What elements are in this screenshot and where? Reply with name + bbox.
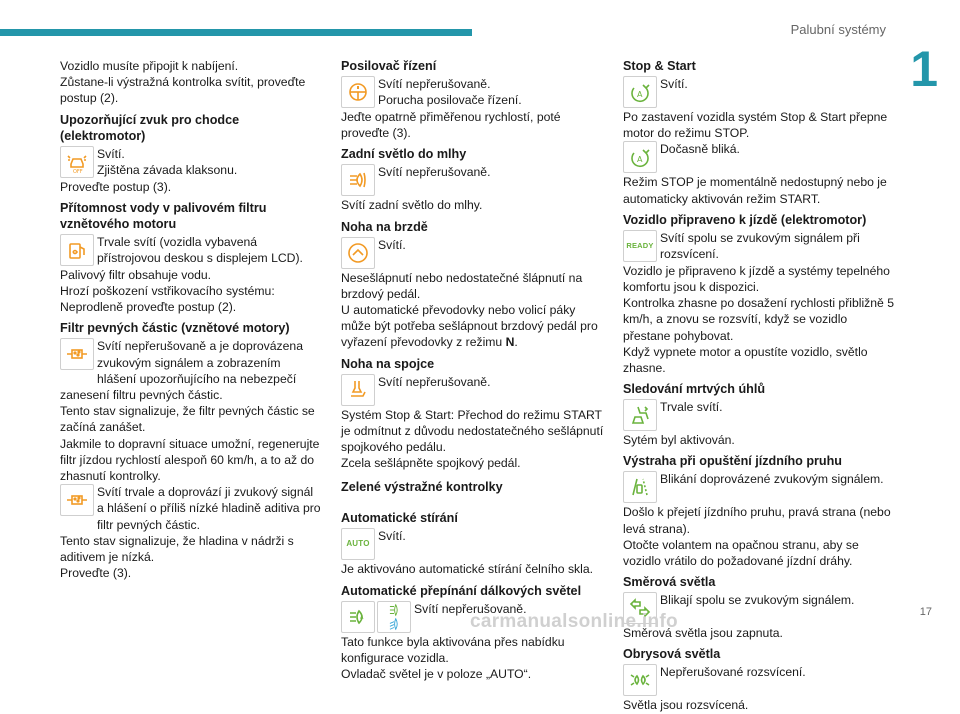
- auto-wiping-icon: [341, 528, 375, 560]
- section-title-power-steering: Posilovač řízení: [341, 59, 437, 73]
- lane-line-3: Otočte volantem na opačnou stranu, aby se vozidlo vrátilo do požadované jízdní dráhy.: [623, 537, 859, 569]
- stop-start-icon: [623, 76, 657, 108]
- water-line-3: Hrozí poškození vstřikovacího systému:: [60, 284, 275, 299]
- ps-line-2: Porucha posilovače řízení.: [378, 93, 522, 108]
- section-title-pedestrian-sound: Upozorňující zvuk pro chodce (elektromotor): [60, 112, 240, 143]
- svg-text:A: A: [360, 614, 364, 621]
- section-title-dpf: Filtr pevných částic (vznětové motory): [60, 321, 290, 336]
- intro-text-1: Vozidlo musíte připojit k nabíjení.: [60, 59, 239, 73]
- side-line-2: Světla jsou rozsvícená.: [623, 698, 749, 713]
- column-2: [341, 58, 606, 682]
- pedestrian-horn-off-icon: [60, 146, 94, 178]
- ready-line-2: Vozidlo je připraveno k jízdě a systémy tepelného komfortu jsou k dispozici.: [623, 263, 890, 295]
- section-title-auto-high-beam: Automatické přepínání dálkových světel: [341, 583, 582, 598]
- beam-line-3: Ovladač světel je v poloze „AUTO“.: [341, 667, 532, 682]
- ready-line-1: Svítí spolu se zvukovým signálem při rozsvícení.: [660, 230, 860, 262]
- bsm-line-1: Trvale svítí.: [660, 400, 723, 415]
- ready-icon-label: READY: [626, 240, 654, 250]
- section-title-stop-start: Stop & Start: [623, 59, 696, 73]
- section-title-blind-spot: Sledování mrtvých úhlů: [623, 382, 766, 397]
- ss-line-3: Dočasně bliká.: [660, 142, 740, 157]
- dpf-line-3: Jakmile to dopravní situace umožní, regenerujte filtr jízdou rychlostí alespoň 60 km/h, a to až do zhasnutí kontrolky.: [60, 436, 320, 484]
- watermark: carmanualsonline.info: [470, 611, 678, 632]
- side-line-1: Nepřerušované rozsvícení.: [660, 665, 806, 680]
- pedestrian-line-2: Zjištěna závada klaksonu.: [97, 162, 238, 177]
- section-title-water-in-fuel: Přítomnost vody v palivovém filtru vznětového motoru: [60, 200, 267, 231]
- brake-line-3: [341, 302, 606, 351]
- section-title-side-lights: Obrysová světla: [623, 647, 721, 662]
- brake-line-3-end: .: [514, 335, 518, 350]
- steering-wheel-warning-icon: [341, 76, 375, 108]
- ss-line-1: Svítí.: [660, 77, 688, 91]
- rear-fog-light-icon: [341, 164, 375, 196]
- blind-spot-icon: [623, 399, 657, 431]
- pedestrian-line-1: Svítí.: [97, 146, 125, 161]
- chapter-number: 1: [910, 41, 938, 97]
- section-title-ready: Vozidlo připraveno k jízdě (elektromotor): [623, 212, 867, 227]
- ps-line-1: Svítí nepřerušovaně.: [378, 77, 491, 91]
- foot-on-brake-icon: [341, 237, 375, 269]
- water-line-1: Trvale svítí (vozidla vybavená přístrojovou deskou s displejem LCD).: [97, 234, 303, 266]
- brake-line-2: Nesešlápnutí nebo nedostatečné šlápnutí na brzdový pedál.: [341, 270, 583, 301]
- svg-text:OFF: OFF: [73, 168, 83, 174]
- pedestrian-line-3: Proveďte postup (3).: [60, 179, 172, 194]
- lane-departure-icon: [623, 471, 657, 503]
- lane-line-1: Blikání doprovázené zvukovým signálem.: [660, 472, 884, 487]
- clutch-line-3: Zcela sešlápněte spojkový pedál.: [341, 456, 521, 471]
- dpf-line-4: Svítí trvale a doprovází ji zvukový signál a hlášení o příliš nízké hladině aditiva pro filtr pevných částic.: [97, 485, 321, 532]
- section-title-turn-signals: Směrová světla: [623, 575, 716, 590]
- brake-line-3-text: U automatické převodovky nebo volicí páky může být potřeba sešlápnout brzdový pedál pro vyřazení převodovky z režimu: [341, 303, 598, 350]
- ss-line-2: Po zastavení vozidla systém Stop & Start přepne motor do režimu STOP.: [623, 110, 888, 141]
- intro-text-2: Zůstane-li výstražná kontrolka svítit, proveďte postup (2).: [60, 75, 306, 106]
- beam-line-2: Tato funkce byla aktivována přes nabídku konfigurace vozidla.: [341, 634, 565, 665]
- water-in-fuel-icon: [60, 234, 94, 266]
- ss-line-4: Režim STOP je momentálně nedostupný nebo je automaticky aktivován režim START.: [623, 175, 887, 206]
- ps-line-3: Jeďte opatrně přiměřenou rychlostí, poté proveďte (3).: [341, 110, 561, 141]
- lane-line-2: Došlo k přejetí jízdního pruhu, pravá strana (nebo levá strana).: [623, 505, 891, 536]
- side-lights-icon: [623, 664, 657, 696]
- page-number: 17: [919, 606, 932, 618]
- svg-text:A: A: [637, 155, 643, 165]
- foot-on-clutch-icon: [341, 374, 375, 406]
- dpf-line-5: Tento stav signalizuje, že hladina v nádrži s aditivem je nízká.: [60, 533, 294, 565]
- wipe-line-1: Svítí.: [378, 529, 406, 544]
- section-title-auto-wipe: Automatické stírání: [341, 511, 458, 526]
- column-1: [60, 58, 322, 581]
- high-low-beam-icon: [377, 601, 411, 633]
- water-line-4: Neprodleně proveďte postup (2).: [60, 300, 237, 315]
- turn-line-2: Směrová světla jsou zapnuta.: [623, 626, 783, 641]
- fog-line-2: Svítí zadní světlo do mlhy.: [341, 198, 483, 213]
- auto-wiping-icon-label: AUTO: [346, 539, 370, 549]
- clutch-line-2: Systém Stop & Start: Přechod do režimu START je odmítnut z důvodu nedostatečného sešlápnutí spojkového pedálu.: [341, 407, 604, 455]
- particle-filter-icon: [60, 338, 94, 370]
- section-title-foot-on-clutch: Noha na spojce: [341, 356, 435, 371]
- particle-filter-additive-icon: [60, 484, 94, 516]
- stop-start-flashing-icon: [623, 141, 657, 173]
- section-title-green-warnings: Zelené výstražné kontrolky: [341, 480, 503, 495]
- wipe-line-2: Je aktivováno automatické stírání čelního skla.: [341, 562, 594, 577]
- section-title-foot-on-brake: Noha na brzdě: [341, 219, 428, 234]
- fog-line-1: Svítí nepřerušovaně.: [378, 165, 491, 180]
- bsm-line-2: Sytém byl aktivován.: [623, 433, 735, 448]
- auto-high-beam-icon: [341, 601, 375, 633]
- section-title-lane-departure: Výstraha při opuštění jízdního pruhu: [623, 454, 843, 469]
- water-line-2: Palivový filtr obsahuje vodu.: [60, 267, 212, 282]
- dpf-line-2: Tento stav signalizuje, že filtr pevných částic se začíná zanášet.: [60, 404, 315, 435]
- dpf-line-1: Svítí nepřerušovaně a je doprovázena zvukovým signálem a zobrazením hlášení upozorňujícího na nebezpečí zanesení filtru pevných částic.: [60, 339, 303, 403]
- section-title-rear-fog: Zadní světlo do mlhy: [341, 147, 467, 162]
- ready-icon: [623, 230, 657, 262]
- ready-line-4: Když vypnete motor a opustíte vozidlo, světlo zhasne.: [623, 344, 868, 376]
- header-accent-bar: [0, 29, 472, 36]
- beam-line-1: Svítí nepřerušovaně.: [414, 601, 527, 616]
- ready-line-3: Kontrolka zhasne po dosažení rychlosti přibližně 5 km/h, a znovu se rozsvítí, když se vozidlo přestane pohybovat.: [623, 296, 894, 343]
- section-title: Palubní systémy: [790, 22, 886, 37]
- svg-text:A: A: [637, 90, 643, 99]
- brake-line-1: Svítí.: [378, 237, 406, 252]
- brake-line-3-gear: N: [505, 335, 515, 350]
- clutch-line-1: Svítí nepřerušovaně.: [378, 374, 491, 389]
- dpf-line-6: Proveďte (3).: [60, 566, 132, 581]
- turn-line-1: Blikají spolu se zvukovým signálem.: [660, 593, 855, 608]
